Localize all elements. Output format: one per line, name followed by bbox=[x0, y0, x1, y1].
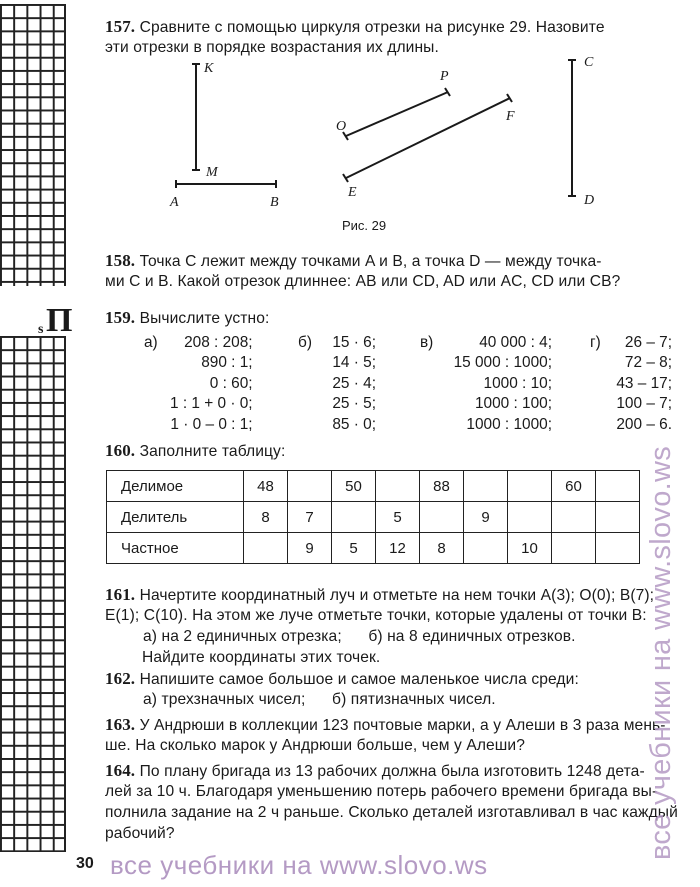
calc-item: 1000 : 10; bbox=[483, 374, 552, 392]
table-cell: 7 bbox=[288, 502, 332, 533]
row-header: Делимое bbox=[107, 471, 244, 502]
calc-item: 200 – 6. bbox=[616, 415, 672, 433]
calc-item: 85 · 0; bbox=[332, 415, 376, 433]
label-k: K bbox=[204, 61, 214, 76]
column-label: в) bbox=[420, 334, 434, 351]
division-table bbox=[106, 470, 640, 564]
table-cell bbox=[596, 471, 640, 502]
exercise-number: 159. bbox=[105, 308, 136, 327]
table-cell: 9 bbox=[464, 502, 508, 533]
table-cell: 8 bbox=[244, 502, 288, 533]
table-row bbox=[107, 502, 640, 533]
calc-item: 208 : 208; bbox=[184, 334, 253, 351]
exercise-161-line3: а) на 2 единичных отрезка; б) на 8 единичных отрезков. bbox=[143, 628, 576, 645]
svg-text:s: s bbox=[38, 322, 44, 335]
calc-item: 25 · 4; bbox=[332, 374, 376, 392]
table-cell: 8 bbox=[420, 533, 464, 564]
exercise-number: 161. bbox=[105, 585, 136, 604]
table-cell bbox=[376, 471, 420, 502]
table-cell bbox=[464, 533, 508, 564]
table-cell: 12 bbox=[376, 533, 420, 564]
table-cell: 60 bbox=[552, 471, 596, 502]
watermark-bottom: все учебники на www.slovo.ws bbox=[110, 850, 488, 880]
calc-item: 14 · 5; bbox=[332, 354, 376, 372]
exercise-text: Напишите самое большое и самое маленькое числа среди: bbox=[139, 671, 579, 688]
row-header: Делитель bbox=[107, 502, 244, 533]
calc-item: 72 – 8; bbox=[624, 354, 672, 372]
calc-item: 43 – 17; bbox=[616, 374, 672, 392]
figure-caption: Рис. 29 bbox=[342, 218, 387, 233]
calc-column-c bbox=[420, 333, 552, 435]
calc-column-b bbox=[298, 333, 376, 435]
exercise-157-line2: эти отрезки в порядке возрастания их длины. bbox=[105, 39, 439, 56]
calc-item: 25 · 5; bbox=[332, 395, 376, 413]
page-number: 30 bbox=[76, 855, 94, 872]
exercise-number: 157. bbox=[105, 17, 136, 36]
calc-item: 15 000 : 1000; bbox=[453, 354, 552, 372]
table-cell bbox=[420, 502, 464, 533]
label-d: D bbox=[584, 193, 595, 208]
label-p: P bbox=[440, 69, 449, 84]
table-cell bbox=[596, 533, 640, 564]
exercise-text: Точка C лежит между точками A и B, а точка D — между точка- bbox=[139, 253, 602, 270]
margin-grid-bottom bbox=[0, 336, 66, 852]
label-f: F bbox=[506, 109, 515, 124]
table-cell bbox=[332, 502, 376, 533]
exercise-161-line1 bbox=[105, 584, 654, 606]
table-cell bbox=[596, 502, 640, 533]
column-label: б) bbox=[298, 334, 312, 351]
exercise-number: 158. bbox=[105, 251, 136, 270]
table-cell bbox=[288, 471, 332, 502]
exercise-number: 164. bbox=[105, 761, 136, 780]
calc-item: 890 : 1; bbox=[201, 354, 253, 372]
exercise-164-line2: лей за 10 ч. Благодаря уменьшению потерь рабочего времени бригада вы- bbox=[105, 783, 658, 800]
exercise-160-heading bbox=[105, 440, 285, 462]
margin-grid-top bbox=[0, 4, 66, 286]
table-cell: 9 bbox=[288, 533, 332, 564]
column-label: а) bbox=[144, 334, 158, 351]
exercise-164-line3: полнила задание на 2 ч раньше. Сколько деталей изготавливал в час каждый bbox=[105, 804, 678, 821]
exercise-text: Заполните таблицу: bbox=[139, 443, 286, 460]
exercise-text: Начертите координатный луч и отметьте на нем точки A(3); O(0); B(7); bbox=[139, 587, 655, 604]
watermark-side: все учебники на www.slovo.ws bbox=[645, 445, 677, 860]
table-cell: 48 bbox=[244, 471, 288, 502]
exercise-161-line2: E(1); C(10). На этом же луче отметьте точки, которые удалены от точки B: bbox=[105, 607, 647, 624]
svg-text:П: П bbox=[46, 303, 73, 335]
exercise-157-line1 bbox=[105, 16, 605, 38]
calc-column-a bbox=[144, 333, 253, 435]
table-cell bbox=[552, 533, 596, 564]
column-label: г) bbox=[590, 334, 601, 351]
exercise-161-line4: Найдите координаты этих точек. bbox=[142, 649, 381, 666]
calc-item: 1 · 0 – 0 : 1; bbox=[170, 415, 253, 433]
segment-op bbox=[346, 92, 448, 136]
table-cell: 5 bbox=[376, 502, 420, 533]
calc-item: 0 : 60; bbox=[209, 374, 253, 392]
exercise-158-line2: ми C и B. Какой отрезок длиннее: AB или CD, AD или AC, CD или CB? bbox=[105, 273, 621, 290]
calc-item: 1000 : 100; bbox=[474, 395, 552, 413]
calc-item: 26 – 7; bbox=[624, 334, 672, 351]
table-cell bbox=[508, 502, 552, 533]
table-cell: 5 bbox=[332, 533, 376, 564]
exercise-159-heading bbox=[105, 307, 269, 329]
table-row bbox=[107, 533, 640, 564]
table-row bbox=[107, 471, 640, 502]
segment-ef bbox=[346, 98, 510, 178]
exercise-164-line1 bbox=[105, 760, 645, 782]
calc-item: 15 · 6; bbox=[332, 334, 376, 351]
exercise-162-line1 bbox=[105, 668, 579, 690]
table-cell: 50 bbox=[332, 471, 376, 502]
calc-column-d bbox=[590, 333, 672, 435]
label-a: A bbox=[170, 195, 179, 210]
calc-item: 1000 : 1000; bbox=[466, 415, 552, 433]
exercise-text: Сравните с помощью циркуля отрезки на рисунке 29. Назовите bbox=[139, 19, 605, 36]
exercise-164-line4: рабочий? bbox=[105, 825, 175, 842]
oral-exercise-icon bbox=[24, 303, 74, 335]
figure-29 bbox=[140, 52, 660, 242]
table-cell bbox=[552, 502, 596, 533]
label-m: M bbox=[206, 165, 218, 180]
exercise-number: 160. bbox=[105, 441, 136, 460]
exercise-number: 162. bbox=[105, 669, 136, 688]
calc-item: 100 – 7; bbox=[616, 395, 672, 413]
calc-item: 1 : 1 + 0 · 0; bbox=[170, 395, 253, 413]
label-b: B bbox=[270, 195, 279, 210]
exercise-text: Вычислите устно: bbox=[139, 310, 270, 327]
label-o: O bbox=[336, 119, 347, 134]
exercise-163-line2: ше. На сколько марок у Андрюши больше, чем у Алеши? bbox=[105, 737, 525, 754]
exercise-162-line2: а) трехзначных чисел; б) пятизначных чисел. bbox=[143, 691, 496, 708]
table-cell: 10 bbox=[508, 533, 552, 564]
label-e: E bbox=[348, 185, 357, 200]
row-header: Частное bbox=[107, 533, 244, 564]
label-c: C bbox=[584, 55, 594, 70]
exercise-158-line1 bbox=[105, 250, 602, 272]
table-cell: 88 bbox=[420, 471, 464, 502]
table-cell bbox=[244, 533, 288, 564]
calc-item: 40 000 : 4; bbox=[479, 334, 552, 351]
table-cell bbox=[508, 471, 552, 502]
exercise-163-line1 bbox=[105, 714, 666, 736]
exercise-text: У Андрюши в коллекции 123 почтовые марки, а у Алеши в 3 раза мень- bbox=[139, 717, 666, 734]
exercise-text: По плану бригада из 13 рабочих должна была изготовить 1248 дета- bbox=[139, 763, 645, 780]
exercise-number: 163. bbox=[105, 715, 136, 734]
table-cell bbox=[464, 471, 508, 502]
